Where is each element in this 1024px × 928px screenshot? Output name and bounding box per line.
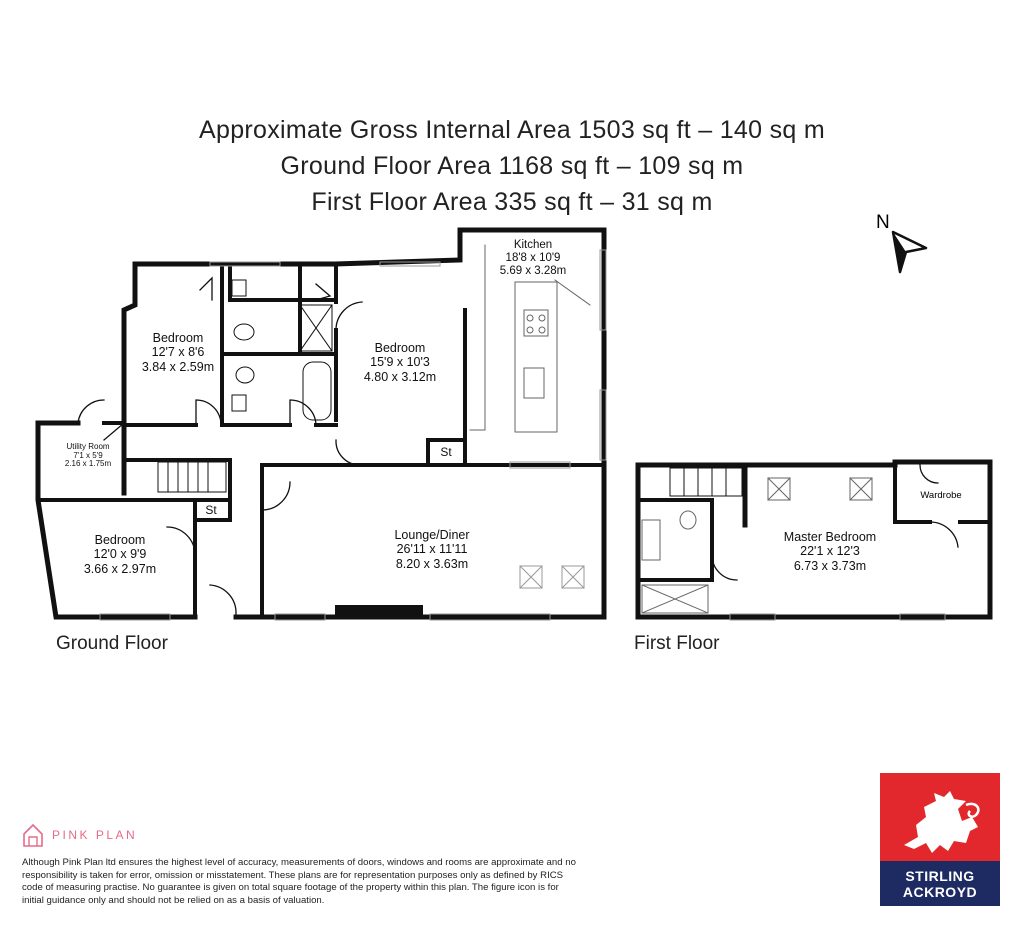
stairs xyxy=(158,462,226,492)
first-floor-stairs xyxy=(670,468,742,496)
utility-metric: 2.16 x 1.75m xyxy=(64,459,112,468)
ground-floor-area-text: Ground Floor Area 1168 sq ft – 109 sq m xyxy=(280,152,744,180)
bedroom-2-imperial: 15'9 x 10'3 xyxy=(370,355,430,369)
room-label-stores xyxy=(205,445,452,517)
store-2-name: St xyxy=(205,503,217,517)
lounge-rooflights xyxy=(520,566,584,588)
bedroom-1-metric: 3.84 x 2.59m xyxy=(141,360,215,374)
room-label-utility xyxy=(65,442,112,468)
brand-line-1: STIRLING xyxy=(905,868,975,884)
first-floor-label: First Floor xyxy=(634,633,720,654)
pink-plan-text: PINK PLAN xyxy=(52,828,138,842)
gross-area-text: Approximate Gross Internal Area 1503 sq ft – 140 sq m xyxy=(199,116,825,144)
ground-floor-label: Ground Floor xyxy=(56,633,168,654)
kitchen-name: Kitchen xyxy=(513,239,553,251)
windows xyxy=(100,250,606,620)
bedroom-3-metric: 3.66 x 2.97m xyxy=(83,562,157,576)
kitchen-metric: 5.69 x 3.28m xyxy=(499,265,567,277)
house-logo-icon xyxy=(22,822,44,848)
utility-imperial: 7'1 x 5'9 xyxy=(73,451,103,460)
master-imperial: 22'1 x 12'3 xyxy=(800,544,860,558)
kitchen-imperial: 18'8 x 10'9 xyxy=(505,252,561,264)
wardrobe-label: Wardrobe xyxy=(920,490,962,501)
bedroom-3-imperial: 12'0 x 9'9 xyxy=(93,547,147,561)
room-label-kitchen xyxy=(500,239,566,277)
brand-line-2: ACKROYD xyxy=(902,884,978,900)
store-1-name: St xyxy=(440,445,452,459)
lounge-imperial: 26'11 x 11'11 xyxy=(396,542,468,556)
master-metric: 6.73 x 3.73m xyxy=(793,559,867,573)
brand-name-panel xyxy=(880,861,1000,906)
bedroom-1-name: Bedroom xyxy=(152,331,204,345)
utility-name: Utility Room xyxy=(66,442,110,451)
disclaimer-text: Although Pink Plan ltd ensures the highest level of accuracy, measurements of doors, windows and rooms are approximate and no responsibility is taken for error, omission or misstatement. These plans are for representation purposes only as defined by RICS code of measuring practise. No guarantee is given on total square footage of the property within this plan. The figure icon is for initial guidance only and should not be relied on as a basis of valuation. xyxy=(22,857,576,906)
pink-plan-logo xyxy=(22,820,137,850)
bedroom-2-metric: 4.80 x 3.12m xyxy=(363,370,437,384)
room-label-master xyxy=(784,530,876,573)
stirling-ackroyd-logo xyxy=(880,773,1000,906)
room-label-bedroom-1 xyxy=(142,331,214,374)
lounge-metric: 8.20 x 3.63m xyxy=(395,557,469,571)
north-arrow-icon xyxy=(893,232,926,272)
first-floor-area-text: First Floor Area 335 sq ft – 31 sq m xyxy=(311,188,713,216)
bedroom-2-name: Bedroom xyxy=(374,341,426,355)
room-label-bedroom-3 xyxy=(84,533,156,576)
lounge-name: Lounge/Diner xyxy=(394,528,470,542)
room-label-lounge xyxy=(394,528,469,571)
griffin-icon xyxy=(896,787,986,859)
compass-north-label: N xyxy=(876,212,890,233)
master-name: Master Bedroom xyxy=(783,530,877,544)
bedroom-3-name: Bedroom xyxy=(94,533,146,547)
bedroom-1-imperial: 12'7 x 8'6 xyxy=(151,345,205,359)
fireplace xyxy=(335,605,423,615)
room-label-bedroom-2 xyxy=(364,341,436,384)
